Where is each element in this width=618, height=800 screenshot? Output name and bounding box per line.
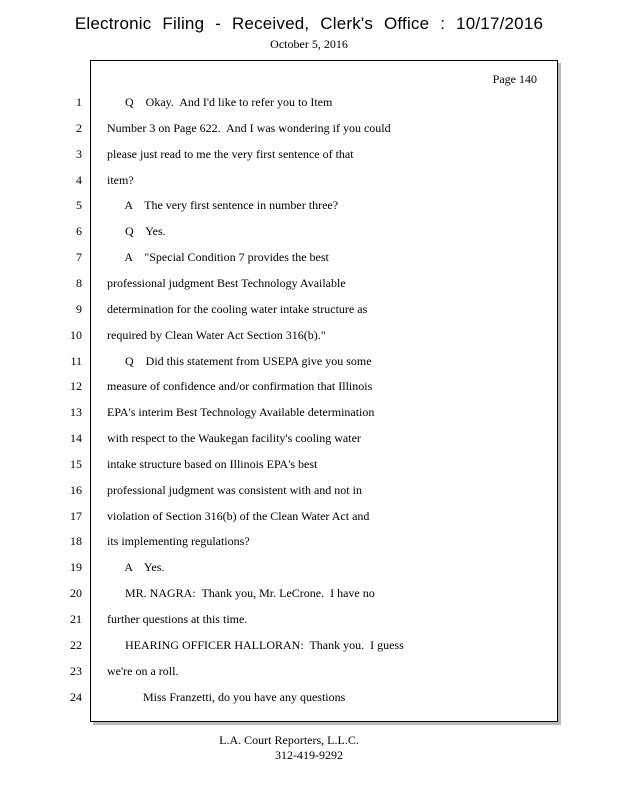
- transcript-line: A Yes.: [107, 560, 165, 574]
- line-number: 19: [70, 560, 82, 574]
- line-number: 9: [76, 302, 82, 316]
- line-number: 20: [70, 586, 82, 600]
- line-number: 6: [76, 224, 82, 238]
- line-number: 21: [70, 612, 82, 626]
- transcript-line: Q Did this statement from USEPA give you some: [107, 354, 372, 368]
- deposition-date: October 5, 2016: [270, 37, 348, 51]
- line-number: 7: [76, 250, 82, 264]
- transcript-line: violation of Section 316(b) of the Clean Water Act and: [107, 509, 370, 523]
- transcript-line: further questions at this time.: [107, 612, 248, 626]
- transcript-line: Miss Franzetti, do you have any questions: [107, 690, 346, 704]
- line-number: 13: [70, 405, 82, 419]
- line-number: 22: [70, 638, 82, 652]
- transcript-line: MR. NAGRA: Thank you, Mr. LeCrone. I have no: [107, 586, 375, 600]
- transcript-line: professional judgment was consistent with and not in: [107, 483, 362, 497]
- line-number: 10: [70, 328, 82, 342]
- line-number: 4: [76, 173, 82, 187]
- line-number: 15: [70, 457, 82, 471]
- transcript-line: item?: [107, 173, 134, 187]
- transcript-line: determination for the cooling water intake structure as: [107, 302, 368, 316]
- line-number: 5: [76, 198, 82, 212]
- line-number: 11: [70, 354, 82, 368]
- transcript-line: professional judgment Best Technology Available: [107, 276, 346, 290]
- transcript-line: EPA's interim Best Technology Available determination: [107, 405, 375, 419]
- line-number: 23: [70, 664, 82, 678]
- transcript-line: measure of confidence and/or confirmation that Illinois: [107, 379, 373, 393]
- line-number: 18: [70, 534, 82, 548]
- transcript-line: HEARING OFFICER HALLORAN: Thank you. I guess: [107, 638, 404, 652]
- line-number: 17: [70, 509, 82, 523]
- transcript-line: with respect to the Waukegan facility's cooling water: [107, 431, 361, 445]
- line-number: 24: [70, 690, 82, 704]
- court-reporter-company: L.A. Court Reporters, L.L.C.: [219, 733, 359, 747]
- line-number: 1: [76, 95, 82, 109]
- page-number: Page 140: [492, 72, 537, 86]
- transcript-line: Number 3 on Page 622. And I was wondering if you could: [107, 121, 391, 135]
- filing-stamp-header: Electronic Filing - Received, Clerk's Office : 10/17/2016: [74, 14, 544, 33]
- transcript-line: we're on a roll.: [107, 664, 179, 678]
- transcript-line: A "Special Condition 7 provides the best: [107, 250, 329, 264]
- line-number: 2: [76, 121, 82, 135]
- transcript-line: A The very first sentence in number three?: [107, 198, 339, 212]
- court-reporter-phone: 312-419-9292: [275, 748, 343, 762]
- line-number: 8: [76, 276, 82, 290]
- transcript-line: intake structure based on Illinois EPA's best: [107, 457, 318, 471]
- line-number: 3: [76, 147, 82, 161]
- transcript-line: please just read to me the very first sentence of that: [107, 147, 354, 161]
- transcript-line: its implementing regulations?: [107, 534, 250, 548]
- line-number: 12: [70, 379, 82, 393]
- transcript-line: Q Okay. And I'd like to refer you to Item: [107, 95, 333, 109]
- line-number: 16: [70, 483, 82, 497]
- line-number: 14: [70, 431, 82, 445]
- transcript-line: required by Clean Water Act Section 316(b).": [107, 328, 326, 342]
- transcript-line: Q Yes.: [107, 224, 166, 238]
